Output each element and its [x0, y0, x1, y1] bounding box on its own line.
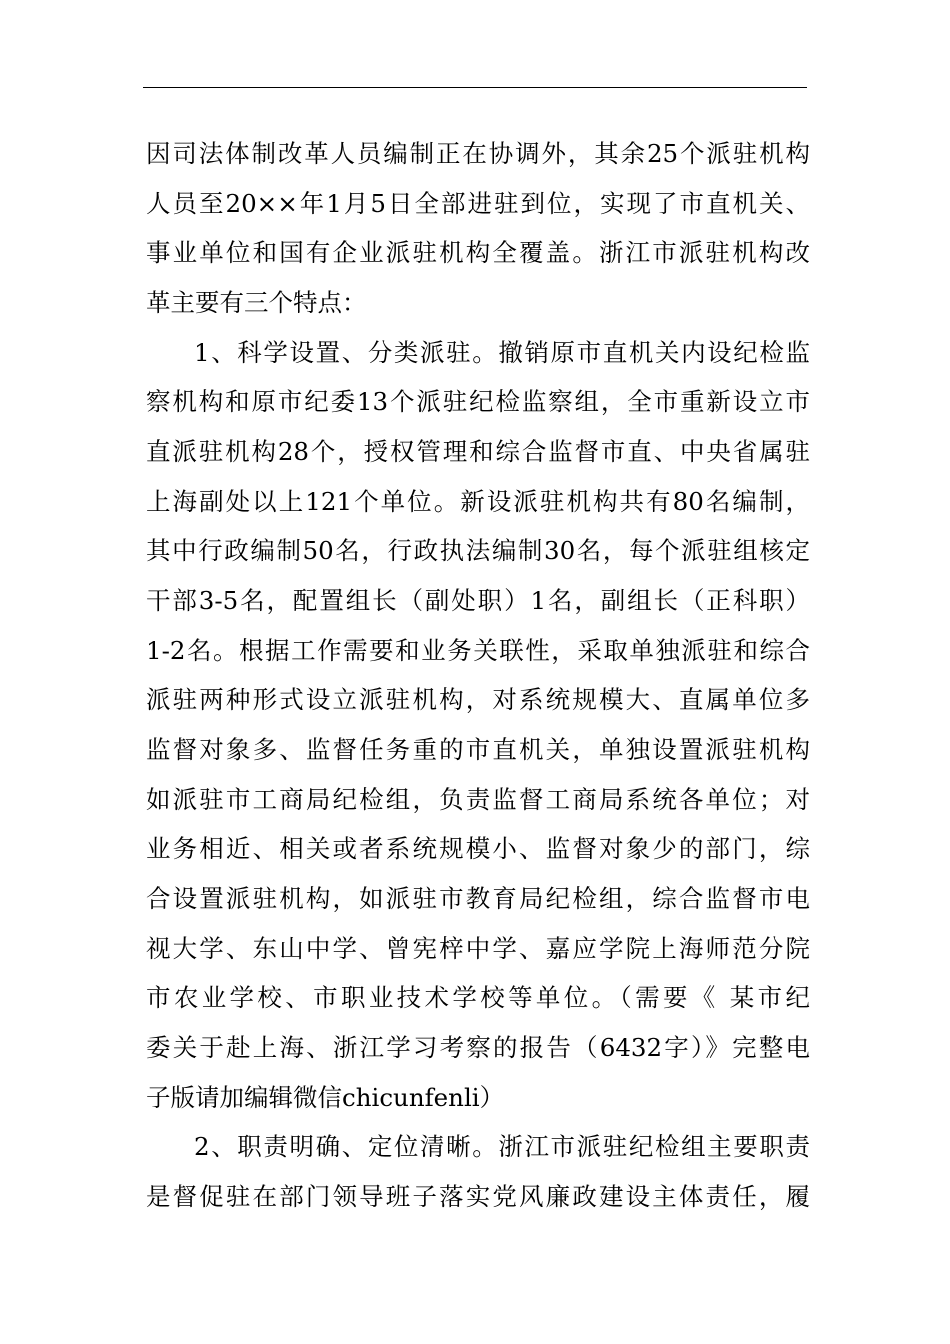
text-line: 因司法体制改革人员编制正在协调外，其余25个派驻机构 [146, 139, 810, 168]
text-line: 事业单位和国有企业派驻机构全覆盖。浙江市派驻机构改 [146, 238, 810, 267]
text-line: 如派驻市工商局纪检组，负责监督工商局系统各单位；对 [146, 785, 810, 814]
text-line: 1-2名。根据工作需要和业务关联性，采取单独派驻和综合 [146, 636, 810, 665]
text-line: 合设置派驻机构，如派驻市教育局纪检组，综合监督市电 [146, 884, 810, 913]
text-line: 视大学、东山中学、曾宪梓中学、嘉应学院上海师范分院 [146, 934, 810, 963]
text-line: 子版请加编辑微信chicunfenli） [146, 1083, 505, 1112]
text-line: 人员至20××年1月5日全部进驻到位，实现了市直机关、 [146, 189, 810, 218]
text-line: 委关于赴上海、浙江学习考察的报告（6432字）》完整电 [146, 1033, 810, 1062]
text-line: 市农业学校、市职业技术学校等单位。（需要《 某市纪 [146, 983, 810, 1012]
text-line: 革主要有三个特点： [146, 288, 367, 317]
text-line: 1、科学设置、分类派驻。撤销原市直机关内设纪检监 [194, 338, 810, 367]
text-line: 是督促驻在部门领导班子落实党风廉政建设主体责任，履 [146, 1182, 810, 1211]
text-line: 监督对象多、监督任务重的市直机关，单独设置派驻机构 [146, 735, 810, 764]
text-line: 派驻两种形式设立派驻机构，对系统规模大、直属单位多 [146, 685, 810, 714]
text-line: 2、职责明确、定位清晰。浙江市派驻纪检组主要职责 [194, 1132, 810, 1161]
text-line: 业务相近、相关或者系统规模小、监督对象少的部门，综 [146, 834, 810, 863]
text-line: 直派驻机构28个，授权管理和综合监督市直、中央省属驻 [146, 437, 810, 466]
text-line: 上海副处以上121个单位。新设派驻机构共有80名编制， [146, 487, 810, 516]
text-line: 干部3-5名，配置组长（副处职）1名，副组长（正科职） [146, 586, 810, 615]
text-line: 察机构和原市纪委13个派驻纪检监察组，全市重新设立市 [146, 387, 810, 416]
text-line: 其中行政编制50名，行政执法编制30名，每个派驻组核定 [146, 536, 810, 565]
